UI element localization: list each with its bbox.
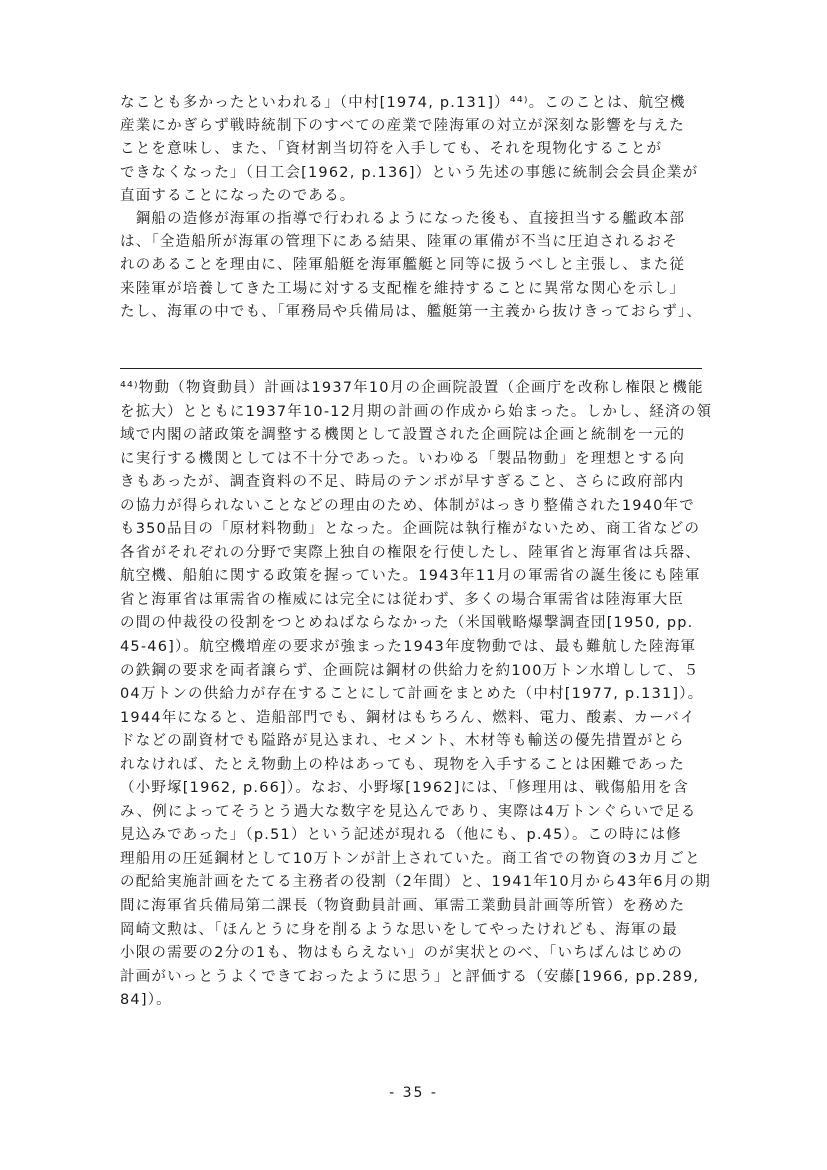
body-line: は、「全造船所が海軍の管理下にある結果、陸軍の軍備が不当に圧迫されるおそ bbox=[120, 234, 678, 251]
footnote-line: ドなどの副資材でも隘路が見込まれ、セメント、木材等も輸送の優先措置がとら bbox=[120, 733, 685, 750]
footnote-line: の協力が得られないことなどの理由のため、体制がはっきり整備された1940年で bbox=[120, 497, 695, 514]
footnote-line: 理船用の圧延鋼材として10万トンが計上されていた。商工省での物資の3カ月ごと bbox=[120, 850, 701, 867]
body-line: たし、海軍の中でも、「軍務局や兵備局は、艦艇第一主義から抜けきっておらず」、 bbox=[120, 303, 703, 320]
footnote-line: れなければ、たとえ物動上の枠はあっても、現物を入手することは困難であった bbox=[120, 756, 685, 773]
body-line: れのあることを理由に、陸軍船艇を海軍艦艇と同等に扱うべしと主張し、また従 bbox=[120, 257, 686, 274]
footnote-line: に実行する機関としては不十分であった。いわゆる「製品物動」を理想とする向 bbox=[120, 450, 686, 467]
footnote-line: 域で内閣の諸政策を調整する機関として設置された企画院は企画と統制を一元的 bbox=[120, 427, 686, 444]
body-line: 直面することになったのである。 bbox=[120, 187, 356, 204]
body-line: 鋼船の造修が海軍の指導で行われるようになった後も、直接担当する艦政本部 bbox=[120, 210, 686, 227]
footnote-line: （小野塚[1962, p.66]）。なお、小野塚[1962]には、「修理用は、戦傷船用を含 bbox=[120, 780, 689, 797]
footnote-line: 84]）。 bbox=[120, 992, 172, 1009]
footnote-text bbox=[120, 377, 720, 1013]
footnote-divider bbox=[120, 368, 702, 369]
footnote-line: 間に海軍省兵備局第二課長（物資動員計画、軍需工業動員計画等所管）を務めた bbox=[120, 898, 686, 915]
footnote-line: 計画がいっとうよくできておったように思う」と評価する（安藤[1966, pp.289, bbox=[120, 968, 700, 985]
footnote-line: み、例によってそうとう過大な数字を見込んであり、実際は4万トンぐらいで足る bbox=[120, 803, 697, 820]
footnote-line: 04万トンの供給力が存在することにして計画をまとめた（中村[1977, p.131]）。 bbox=[120, 686, 704, 703]
footnote-line: を拡大）とともに1937年10-12月期の計画の作成から始まった。しかし、経済の領 bbox=[120, 403, 713, 420]
body-line: 産業にかぎらず戦時統制下のすべての産業で陸海軍の対立が深刻な影響を与えた bbox=[120, 118, 685, 135]
footnote-line: の間の仲裁役の役割をつとめねばならなかった（米国戦略爆撃調査団[1950, pp. bbox=[120, 615, 694, 632]
footnote-line: 小限の需要の2分の1も、物はもらえない」のが実状とのべ、「いちばんはじめの bbox=[120, 945, 684, 962]
footnote-line: も350品目の「原材料物動」となった。企画院は執行権がないため、商工省などの bbox=[120, 521, 701, 538]
footnote-line: 45-46]）。航空機増産の要求が強まった1943年度物動では、最も難航した陸海軍 bbox=[120, 639, 697, 656]
body-line: 来陸軍が培養してきた工場に対する支配権を維持することに異常な関心を示し」 bbox=[120, 280, 686, 297]
footnote-line: 航空機、船舶に関する政策を握っていた。1943年11月の軍需省の誕生後にも陸軍 bbox=[120, 568, 701, 585]
footnote-line: 岡崎文勲は、「ほんとうに身を削るような思いをしてやったけれども、海軍の最 bbox=[120, 921, 678, 938]
body-text bbox=[120, 92, 720, 324]
footnote-line: の配給実施計画をたてる主務者の役割（2年間）と、1941年10月から43年6月の期 bbox=[120, 874, 711, 891]
body-line: できなくなった」（日工会[1962, p.136]）という先述の事態に統制会会員企業が bbox=[120, 164, 699, 181]
footnote-line: ⁴⁴⁾物動（物資動員）計画は1937年10月の企画院設置（企画庁を改称し権限と機能 bbox=[120, 380, 704, 396]
body-line: ことを意味し、また、「資材割当切符を入手しても、それを現物化することが bbox=[120, 141, 663, 158]
footnote-line: きもあったが、調査資料の不足、時局のテンポが早すぎること、さらに政府部内 bbox=[120, 474, 685, 491]
footnote-line: の鉄鋼の要求を両者譲らず、企画院は鋼材の供給力を約100万トン水増しして、５ bbox=[120, 662, 700, 679]
footnote-line: 省と海軍省は軍需省の権威には完全には従わず、多くの場合軍需省は陸海軍大臣 bbox=[120, 591, 685, 608]
page-number: - 35 - bbox=[389, 1085, 438, 1101]
body-line: なことも多かったといわれる」（中村[1974, p.131]）⁴⁴⁾。このことは、航空機 bbox=[120, 95, 686, 111]
footnote-line: 1944年になると、造船部門でも、鋼材はもちろん、燃料、電力、酸素、カーバイ bbox=[120, 709, 696, 726]
footnote-line: 各省がそれぞれの分野で実際上独自の権限を行使したし、陸軍省と海軍省は兵器、 bbox=[120, 544, 701, 561]
footnote-line: 見込みであった」（p.51）という記述が現れる（他にも、p.45）。この時には修 bbox=[120, 827, 682, 844]
